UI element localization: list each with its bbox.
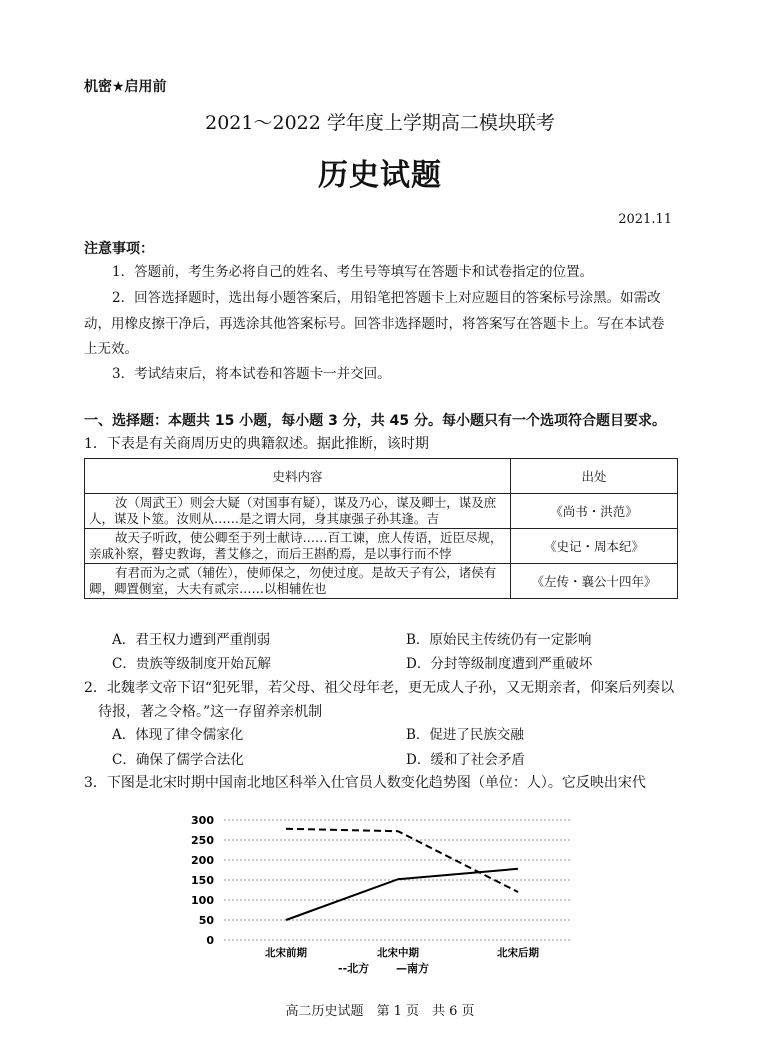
page-footer: 高二历史试题 第 1 页 共 6 页	[285, 1004, 475, 1019]
table-header-content: 史料内容	[85, 459, 511, 494]
legend-entry: --北方	[338, 962, 370, 975]
q1-option-d[interactable]: D．分封等级制度遭到严重破坏	[406, 656, 593, 672]
x-tick-label: 北宋后期	[497, 947, 539, 959]
q1-option-b[interactable]: B．原始民主传统仍有一定影响	[406, 632, 592, 648]
question-number: 2．	[84, 680, 107, 696]
line-chart	[180, 808, 580, 978]
series-line-north	[286, 829, 518, 892]
table-row	[85, 529, 678, 564]
notice-item-1: 1．答题前，考生务必将自己的姓名、考生号等填写在答题卡和试卷指定的位置。	[112, 264, 594, 280]
confidential-label: 机密★启用前	[84, 79, 167, 95]
subject-title: 历史试题	[318, 158, 442, 193]
section-heading: 一、选择题：本题共 15 小题，每小题 3 分，共 45 分。每小题只有一个选项符合题目要求。	[84, 413, 666, 429]
y-tick-label: 50	[198, 914, 214, 927]
notice-item-3: 3．考试结束后，将本试卷和答题卡一并交回。	[112, 366, 391, 382]
question-number: 3．	[84, 775, 107, 791]
y-tick-label: 200	[191, 854, 214, 867]
table-cell-content: 故天子听政，使公卿至于列士献诗……百工谏，庶人传语，近臣尽规，亲戚补察，瞽史教诲，耆艾修之，而后王斟酌焉，是以事行而不悖	[85, 529, 511, 564]
q2-option-d[interactable]: D．缓和了社会矛盾	[406, 752, 525, 768]
question-text: 下图是北宋时期中国南北地区科举入仕官员人数变化趋势图（单位：人）。它反映出宋代	[106, 775, 646, 791]
x-tick-label: 北宋前期	[265, 947, 307, 959]
question-text: 下表是有关商周历史的典籍叙述。据此推断，该时期	[106, 436, 429, 452]
q1-option-c[interactable]: C．贵族等级制度开始瓦解	[112, 656, 271, 672]
exam-date: 2021.11	[618, 212, 672, 227]
notice-item-2: 2．回答选择题时，选出每小题答案后，用铅笔把答题卡上对应题目的答案标号涂黑。如需改动，用橡皮擦干净后，再选涂其他答案标号。回答非选择题时，将答案写在答题卡上。写在本试卷上无效。	[84, 290, 665, 357]
q2-option-c[interactable]: C．确保了儒学合法化	[112, 752, 244, 768]
source-table	[84, 458, 678, 599]
y-tick-label: 100	[191, 894, 214, 907]
legend-entry: —南方	[396, 962, 429, 975]
q2-option-b[interactable]: B．促进了民族交融	[406, 727, 524, 743]
notice-heading: 注意事项：	[84, 241, 154, 257]
table-row	[85, 494, 678, 529]
series-line-south	[286, 869, 518, 920]
y-tick-label: 150	[191, 874, 214, 887]
question-text: 北魏孝文帝下诏“犯死罪，若父母、祖父母年老，更无成人子孙，又无期亲者，仰案后列奏以待报，著之令格。”这一存留养亲机制	[98, 680, 675, 720]
table-cell-content: 汝（周武王）则会大疑（对国事有疑），谋及乃心，谋及卿士，谋及庶人，谋及卜筮。汝则从……是之谓大同，身其康强子孙其逢。吉	[85, 494, 511, 529]
y-tick-label: 300	[191, 814, 214, 827]
question-2-stem	[84, 676, 678, 724]
table-cell-source: 《史记・周本纪》	[511, 529, 678, 564]
y-tick-label: 0	[206, 934, 214, 947]
question-1-stem	[84, 432, 678, 456]
question-number: 1．	[84, 436, 107, 452]
q1-option-a[interactable]: A．君王权力遭到严重削弱	[112, 632, 271, 648]
table-cell-content: 有君而为之贰（辅佐），使师保之，勿使过度。是故天子有公，诸侯有卿，卿置侧室，大夫有贰宗……以相辅佐也	[85, 564, 511, 599]
table-cell-source: 《尚书・洪范》	[511, 494, 678, 529]
table-header-source: 出处	[511, 459, 678, 494]
q2-option-a[interactable]: A．体现了律令儒家化	[112, 727, 244, 743]
table-header-row	[85, 459, 678, 494]
table-cell-source: 《左传・襄公十四年》	[511, 564, 678, 599]
question-3-stem	[84, 771, 678, 795]
exam-title: 2021～2022 学年度上学期高二模块联考	[205, 112, 555, 134]
table-row	[85, 564, 678, 599]
x-tick-label: 北宋中期	[377, 947, 419, 959]
y-tick-label: 250	[191, 834, 214, 847]
